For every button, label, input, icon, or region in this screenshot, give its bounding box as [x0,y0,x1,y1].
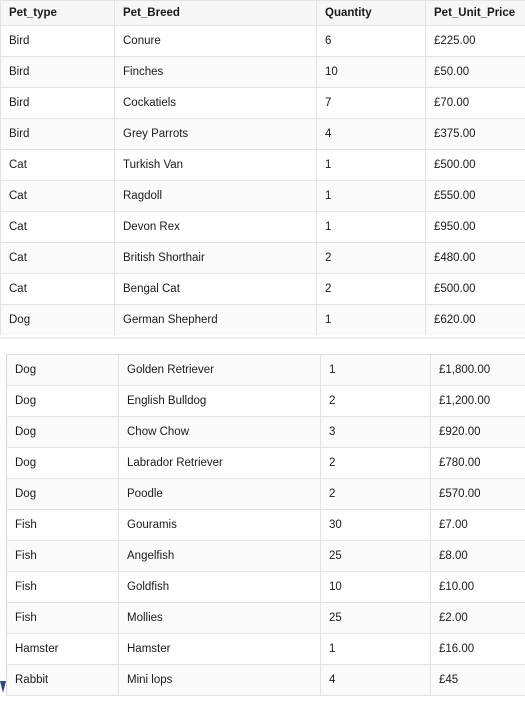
edge-marker-icon [0,681,6,693]
cell-quantity[interactable]: 3 [321,417,431,448]
cell-quantity[interactable]: 1 [321,634,431,665]
cell-pet-type[interactable]: Cat [1,274,115,305]
cell-pet-unit-price[interactable]: £50.00 [426,57,525,88]
cell-pet-unit-price[interactable]: £7.00 [431,510,525,541]
table-row [1,88,525,119]
cell-quantity[interactable]: 1 [317,212,426,243]
cell-pet-breed[interactable]: British Shorthair [115,243,317,274]
cell-pet-type[interactable]: Dog [7,417,119,448]
cell-pet-type[interactable]: Dog [7,355,119,386]
column-header-pet-unit-price[interactable]: Pet_Unit_Price [426,1,525,26]
cell-pet-breed[interactable]: Mini lops [119,665,321,696]
cell-pet-breed[interactable]: Turkish Van [115,150,317,181]
cell-pet-type[interactable]: Cat [1,243,115,274]
table-row [1,26,525,57]
table-row [7,417,525,448]
cell-pet-breed[interactable]: Chow Chow [119,417,321,448]
cell-pet-breed[interactable]: Cockatiels [115,88,317,119]
cell-pet-breed[interactable]: English Bulldog [119,386,321,417]
cell-pet-unit-price[interactable]: £1,800.00 [431,355,525,386]
table-row [1,181,525,212]
cell-pet-unit-price[interactable]: £2.00 [431,603,525,634]
pet-table-top [0,0,525,336]
cell-quantity[interactable]: 4 [321,665,431,696]
cell-quantity[interactable]: 30 [321,510,431,541]
cell-pet-type[interactable]: Hamster [7,634,119,665]
cell-quantity[interactable]: 2 [321,479,431,510]
cell-pet-unit-price[interactable]: £1,200.00 [431,386,525,417]
cell-pet-breed[interactable]: Bengal Cat [115,274,317,305]
table-row [7,510,525,541]
cell-quantity[interactable]: 4 [317,119,426,150]
cell-pet-breed[interactable]: Goldfish [119,572,321,603]
cell-quantity[interactable]: 2 [317,274,426,305]
cell-pet-unit-price[interactable]: £620.00 [426,305,525,336]
cell-pet-unit-price[interactable]: £500.00 [426,150,525,181]
cell-quantity[interactable]: 25 [321,603,431,634]
cell-pet-type[interactable]: Dog [7,448,119,479]
cell-pet-breed[interactable]: Devon Rex [115,212,317,243]
cell-pet-breed[interactable]: Grey Parrots [115,119,317,150]
cell-pet-type[interactable]: Bird [1,26,115,57]
cell-pet-type[interactable]: Bird [1,57,115,88]
cell-pet-type[interactable]: Cat [1,150,115,181]
pet-table-bottom [6,354,525,696]
column-header-pet-type[interactable]: Pet_type [1,1,115,26]
cell-quantity[interactable]: 1 [317,305,426,336]
table-row [1,274,525,305]
cell-pet-breed[interactable]: Angelfish [119,541,321,572]
cell-pet-unit-price[interactable]: £950.00 [426,212,525,243]
cell-pet-unit-price[interactable]: £780.00 [431,448,525,479]
table-row [1,119,525,150]
cell-pet-type[interactable]: Fish [7,603,119,634]
cell-pet-unit-price[interactable]: £16.00 [431,634,525,665]
cell-pet-breed[interactable]: Mollies [119,603,321,634]
cell-pet-unit-price[interactable]: £375.00 [426,119,525,150]
cell-quantity[interactable]: 10 [317,57,426,88]
cell-quantity[interactable]: 2 [321,386,431,417]
cell-pet-unit-price[interactable]: £500.00 [426,274,525,305]
table-row [7,665,525,696]
cell-pet-type[interactable]: Bird [1,88,115,119]
cell-pet-type[interactable]: Fish [7,541,119,572]
cell-quantity[interactable]: 1 [317,150,426,181]
table-row [7,634,525,665]
cell-pet-breed[interactable]: Conure [115,26,317,57]
cell-pet-unit-price[interactable]: £570.00 [431,479,525,510]
table-row [1,212,525,243]
cell-pet-type[interactable]: Dog [7,479,119,510]
cell-pet-breed[interactable]: Finches [115,57,317,88]
cell-pet-type[interactable]: Bird [1,119,115,150]
cell-pet-breed[interactable]: Gouramis [119,510,321,541]
cell-pet-type[interactable]: Cat [1,181,115,212]
cell-pet-type[interactable]: Dog [1,305,115,336]
table-row [1,57,525,88]
cell-pet-breed[interactable]: Hamster [119,634,321,665]
cell-pet-breed[interactable]: Ragdoll [115,181,317,212]
header-row [1,1,525,26]
cell-pet-unit-price[interactable]: £480.00 [426,243,525,274]
cell-pet-breed[interactable]: Golden Retriever [119,355,321,386]
table-row [1,150,525,181]
cell-pet-type[interactable]: Fish [7,510,119,541]
cell-pet-unit-price[interactable]: £550.00 [426,181,525,212]
table-row [7,479,525,510]
cell-pet-breed[interactable]: German Shepherd [115,305,317,336]
cell-quantity[interactable]: 1 [321,355,431,386]
cell-quantity[interactable]: 6 [317,26,426,57]
cell-quantity[interactable]: 2 [317,243,426,274]
table-break-divider [0,337,525,339]
cell-quantity[interactable]: 10 [321,572,431,603]
table-row [7,355,525,386]
column-header-pet-breed[interactable]: Pet_Breed [115,1,317,26]
cell-pet-breed[interactable]: Labrador Retriever [119,448,321,479]
table-row [7,448,525,479]
cell-pet-unit-price[interactable]: £920.00 [431,417,525,448]
cell-quantity[interactable]: 25 [321,541,431,572]
cell-pet-unit-price[interactable]: £10.00 [431,572,525,603]
cell-pet-type[interactable]: Cat [1,212,115,243]
column-header-quantity[interactable]: Quantity [317,1,426,26]
cell-pet-type[interactable]: Dog [7,386,119,417]
cell-pet-breed[interactable]: Poodle [119,479,321,510]
cell-quantity[interactable]: 1 [317,181,426,212]
cell-pet-unit-price[interactable]: £225.00 [426,26,525,57]
table-row [1,243,525,274]
cell-pet-type[interactable]: Rabbit [7,665,119,696]
table-row [1,305,525,336]
table-row [7,603,525,634]
table-row [7,386,525,417]
cell-pet-unit-price[interactable]: £70.00 [426,88,525,119]
cell-pet-unit-price[interactable]: £45 [431,665,525,696]
table-row [7,541,525,572]
table-row [7,572,525,603]
cell-pet-type[interactable]: Fish [7,572,119,603]
cell-quantity[interactable]: 7 [317,88,426,119]
cell-quantity[interactable]: 2 [321,448,431,479]
cell-pet-unit-price[interactable]: £8.00 [431,541,525,572]
